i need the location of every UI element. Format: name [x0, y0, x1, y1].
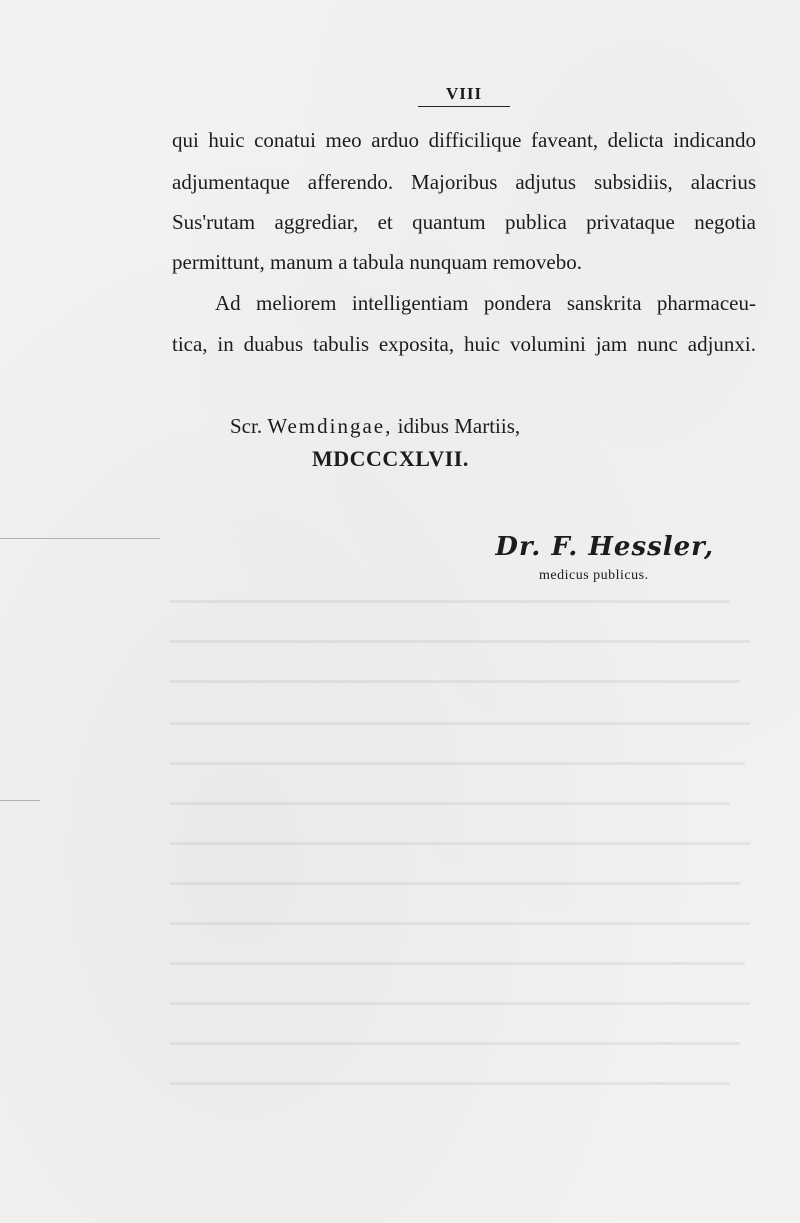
text-line: tica, in duabus tabulis exposita, huic volumini jam nunc adjunxi.	[172, 332, 756, 356]
text-line: Ad meliorem intelligentiam pondera sanskrita pharmaceu-	[215, 291, 756, 315]
signature-place	[230, 413, 520, 439]
signature-name: Dr. F. Hessler,	[495, 532, 714, 562]
signature-year: MDCCCXLVII.	[312, 446, 469, 471]
text-line: permittunt, manum a tabula nunquam removebo.	[172, 250, 582, 274]
signature-place-prefix: Scr.	[230, 414, 263, 438]
text-line: adjumentaque afferendo. Majoribus adjutus subsidiis, alacrius	[172, 170, 756, 194]
signature-role: medicus publicus.	[539, 568, 649, 583]
signature-place-date: idibus Martiis,	[397, 414, 521, 438]
margin-mark	[0, 800, 40, 801]
page-number: VIII	[445, 84, 483, 103]
page-number-rule	[418, 106, 510, 107]
signature-place-name: Wemdingae,	[267, 414, 393, 438]
text-line: qui huic conatui meo arduo difficilique faveant, delicta indicando	[172, 128, 756, 152]
text-line: Sus'rutam aggrediar, et quantum publica privataque negotia	[172, 210, 756, 234]
margin-mark	[0, 538, 160, 539]
